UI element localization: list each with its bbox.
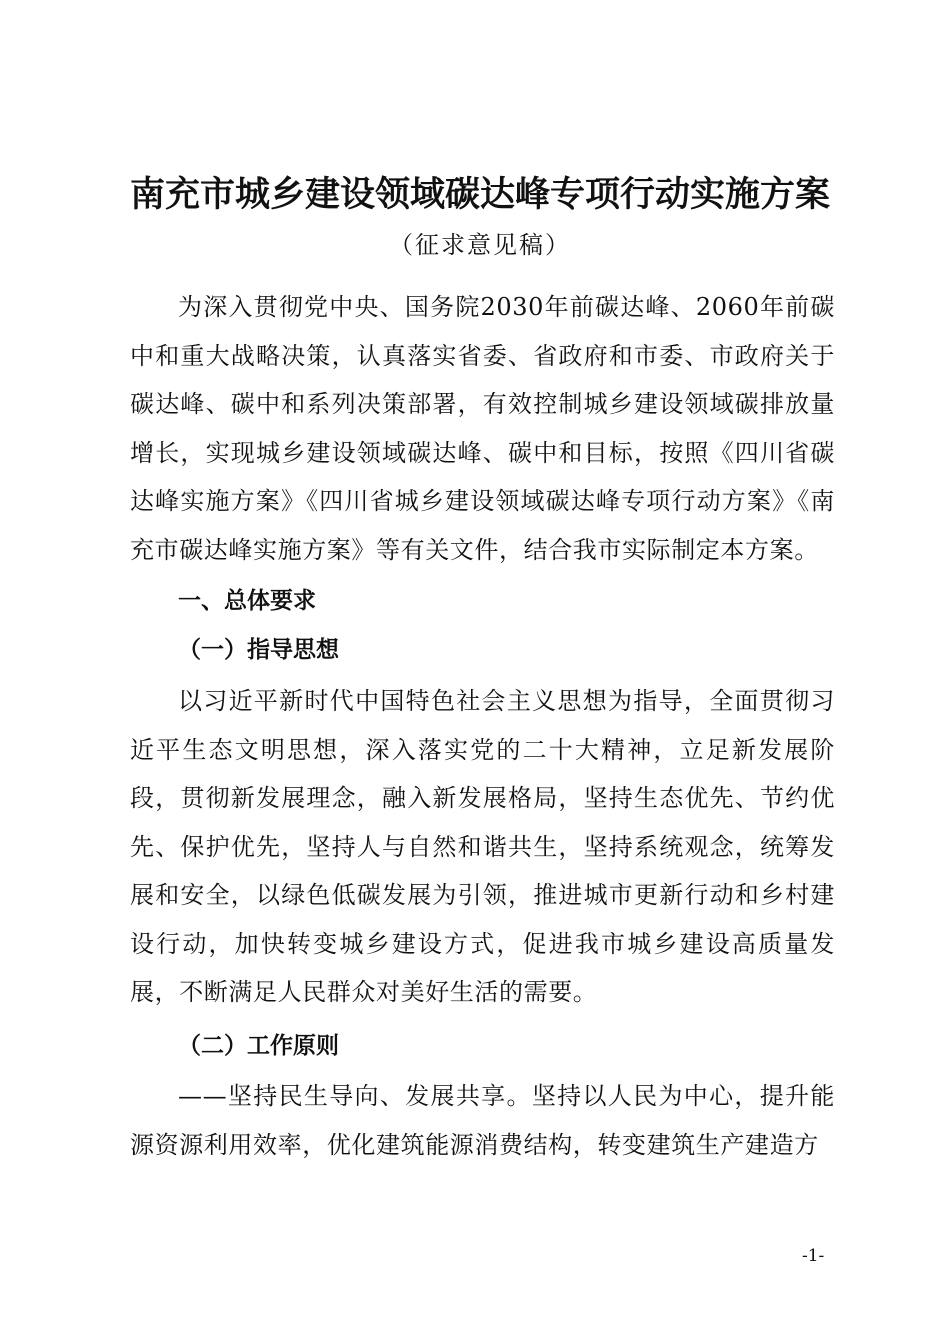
document-subtitle: （征求意见稿） <box>389 231 571 259</box>
section-heading-general-requirements: 一、总体要求 <box>178 588 316 614</box>
subsection-heading-work-principles: （二）工作原则 <box>178 1032 339 1059</box>
work-principles-paragraph: ——坚持民生导向、发展共享。坚持以人民为中心，提升能源资源利用效率，优化建筑能源消费结构，转变建筑生产建造方 <box>130 1082 835 1159</box>
guiding-ideology-paragraph: 以习近平新时代中国特色社会主义思想为指导，全面贯彻习近平生态文明思想，深入落实党的二十大精神，立足新发展阶段，贯彻新发展理念，融入新发展格局，坚持生态优先、节约优先、保护优先，坚持人与自然和谐共生，坚持系统观念，统筹发展和安全，以绿色低碳发展为引领，推进城市更新行动和乡村建设行动，加快转变城乡建设方式，促进我市城乡建设高质量发展，不断满足人民群众对美好生活的需要。 <box>130 687 835 1006</box>
page-number: -1- <box>802 1246 825 1266</box>
document-title: 南充市城乡建设领域碳达峰专项行动实施方案 <box>129 175 830 215</box>
intro-paragraph: 为深入贯彻党中央、国务院2030年前碳达峰、2060年前碳中和重大战略决策，认真落实省委、省政府和市委、市政府关于碳达峰、碳中和系列决策部署，有效控制城乡建设领域碳排放量增长，实现城乡建设领域碳达峰、碳中和目标，按照《四川省碳达峰实施方案》《四川省城乡建设领域碳达峰专项行动方案》《南充市碳达峰实施方案》等有关文件，结合我市实际制定本方案。 <box>130 293 835 564</box>
subsection-heading-guiding-ideology: （一）指导思想 <box>178 636 339 663</box>
